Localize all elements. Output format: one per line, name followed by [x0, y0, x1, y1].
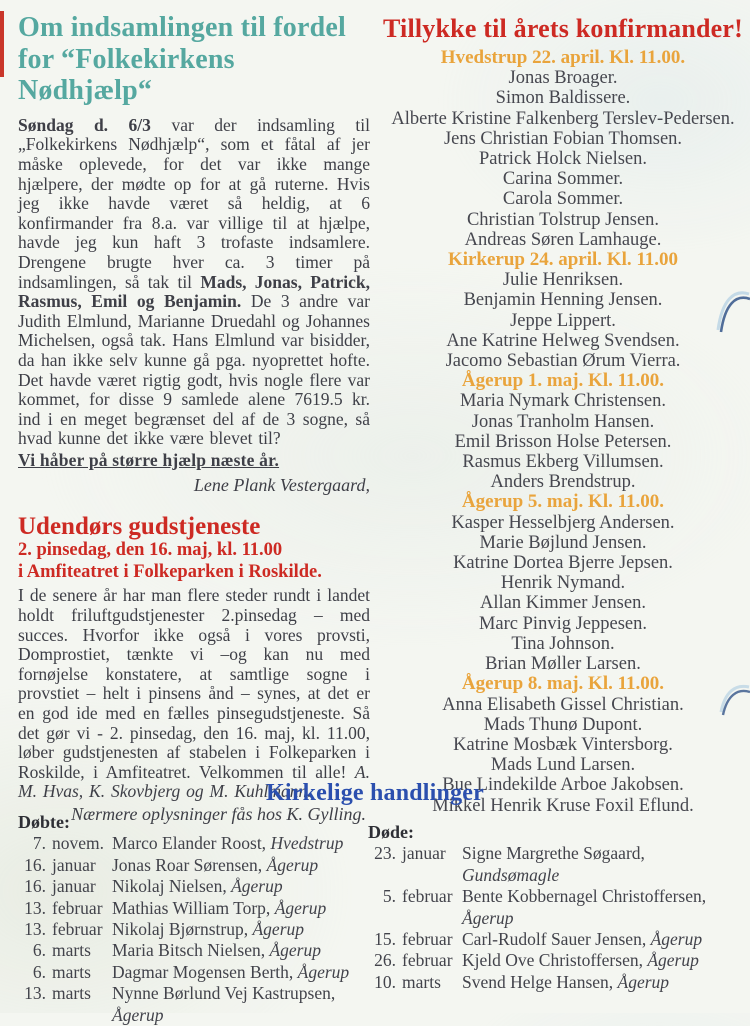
registry-row: [368, 950, 738, 971]
page-edge-red-mark: [0, 11, 4, 77]
deceased-column: [358, 812, 738, 1026]
confirmation-group-header: Ågerup 5. maj. Kl. 11.00.: [461, 491, 665, 513]
collection-lead-bold: Søndag d. 6/3: [18, 114, 151, 135]
confirmands-title: Tillykke til årets konfirmander!: [382, 14, 744, 43]
registry-name: Kjeld Ove Christoffersen, Ågerup: [462, 950, 699, 971]
registry-parish: Ågerup: [297, 961, 350, 982]
confirmand-name: Jacomo Sebastian Ørum Vierra.: [445, 351, 681, 372]
registry-date: 15. februar: [374, 929, 453, 950]
registry-name: Svend Helge Hansen, Ågerup: [462, 971, 670, 992]
registry-name: Dagmar Mogensen Berth, Ågerup: [112, 961, 350, 982]
confirmation-group-header: Kirkerup 24. april. Kl. 11.00: [447, 249, 679, 271]
registry-date: 6. marts: [32, 961, 91, 982]
registry-row: [368, 886, 738, 929]
church-acts-columns: [0, 812, 750, 1026]
registry-parish: Ågerup: [647, 950, 699, 971]
collection-hope-line: Vi håber på større hjælp næste år.: [18, 449, 280, 470]
registry-row: [18, 876, 358, 897]
registry-date: 13. marts: [24, 983, 91, 1004]
church-acts-title: Kirkelige handlinger: [265, 780, 484, 806]
registry-date: 16. januar: [24, 876, 96, 897]
confirmation-group-header: Hvedstrup 22. april. Kl. 11.00.: [440, 47, 686, 68]
registry-date: 5. februar: [382, 886, 453, 907]
registry-date: 16. januar: [24, 854, 96, 875]
registry-parish: Ågerup: [462, 907, 514, 928]
registry-name: Signe Margrethe Søgaard, Gundsømagle: [462, 843, 645, 885]
registry-name: Bente Kobbernagel Christoffersen, Ågerup: [462, 886, 707, 928]
registry-row: [18, 919, 358, 940]
outdoor-authors: A. M. Hvas, K. Skovbjerg og M. Kuhlmann.: [18, 761, 370, 802]
registry-date: 23. januar: [374, 843, 446, 864]
registry-row: [18, 833, 358, 854]
confirmand-name: Mads Thunø Dupont.: [483, 714, 643, 735]
registry-date: 7. novem.: [32, 833, 105, 854]
confirmation-group-header: Ågerup 8. maj. Kl. 11.00.: [461, 673, 665, 695]
registry-parish: Ågerup: [266, 854, 319, 875]
registry-name: Nikolaj Nielsen, Ågerup: [112, 876, 283, 897]
confirmand-name: Mikkel Henrik Kruse Foxil Eflund.: [432, 795, 694, 816]
outdoor-subtitle-date: 2. pinsedag, den 16. maj, kl. 11.00: [18, 540, 283, 561]
outdoor-article-title: Udendørs gudstjeneste: [18, 512, 261, 540]
left-column: [18, 12, 370, 825]
confirmand-name: Ane Katrine Helweg Svendsen.: [446, 330, 680, 351]
registry-row: [18, 940, 358, 961]
collection-title-line2: for “Folkekirkens Nødhjælp“: [18, 43, 235, 107]
registry-name: Nynne Børlund Vej Kastrupsen, Ågerup: [112, 983, 336, 1025]
registry-parish: Hvedstrup: [270, 833, 344, 854]
outdoor-info-note: Nærmere oplysninger fås hos K. Gylling.: [71, 803, 366, 824]
registry-name: Carl-Rudolf Sauer Jensen, Ågerup: [462, 929, 703, 950]
confirmand-name: Jeppe Lippert.: [510, 310, 616, 331]
registry-parish: Ågerup: [231, 876, 283, 897]
confirmand-name: Jonas Broager.: [508, 68, 618, 89]
registry-name: Mathias William Torp, Ågerup: [112, 897, 327, 918]
deceased-list: [368, 843, 738, 993]
collection-article-title: [18, 12, 370, 107]
confirmand-name: Marie Bøjlund Jensen.: [479, 532, 647, 553]
confirmand-name: Carina Sommer.: [502, 169, 624, 190]
confirmand-name: Andreas Søren Lamhauge.: [464, 229, 662, 250]
registry-date: 13. februar: [24, 897, 103, 918]
confirmand-name: Mads Lund Larsen.: [490, 755, 636, 776]
confirmand-name: Emil Brisson Holse Petersen.: [454, 431, 672, 452]
registry-parish: Ågerup: [617, 971, 670, 992]
registry-parish: Ågerup: [252, 919, 305, 940]
registry-row: [368, 843, 738, 886]
collection-body-segment-2: De 3 andre var Judith Elmlund, Marianne Druedahl og Johannes Michelsen, også tak. Hans Elmlund var bisidder, da han ikke selv kunne gå pga. nyoprettet hofte. Det havde været rigtig godt, hvis nogle flere var kommet, for disse 9 samlede alene 7619.5 kr. ind i en meget begrænset del af de 3 sogne, så hvad kunne det ikke være blevet til?: [18, 291, 370, 449]
confirmand-name: Marc Pinvig Jeppesen.: [478, 613, 647, 634]
registry-name: Marco Elander Roost, Hvedstrup: [112, 833, 344, 854]
registry-date: 10. marts: [374, 971, 441, 992]
confirmands-section: [378, 14, 748, 816]
outdoor-body-paragraph: [18, 586, 370, 802]
deceased-label: Døde:: [368, 822, 414, 842]
outdoor-body-text: I de senere år har man flere steder rundt i landet holdt friluftgudstjenester 2.pinsedag – med succes. Hvorfor ikke også i vores provsti, Domprostiet, tænkte vi –og kan nu med fornøjelse konstatere, at samtlige sogne i provstiet – helt i pinsens ånd – synes, at det er en god ide med en fælles pinsegudstjeneste. Så det gør vi - 2. pinsedag, den 16. maj, kl. 11.00, løber gudstjenesten af stabelen i Folkeparken i Roskilde, i Amfiteatret. Velkommen til alle!: [18, 585, 370, 782]
registry-parish: Ågerup: [274, 897, 327, 918]
registry-parish: Ågerup: [269, 940, 321, 961]
confirmation-group-header: Ågerup 1. maj. Kl. 11.00.: [461, 370, 665, 392]
right-column: [378, 14, 748, 816]
confirmand-name: Simon Baldissere.: [495, 88, 631, 109]
confirmand-name: Anders Brendstrup.: [490, 472, 636, 493]
collection-signature: Lene Plank Vestergaard,: [193, 474, 370, 495]
confirmand-name: Rasmus Ekberg Villumsen.: [462, 452, 664, 473]
confirmand-name: Tina Johnson.: [511, 633, 615, 654]
registry-parish: Ågerup: [650, 929, 703, 950]
confirmand-name: Christian Tolstrup Jensen.: [466, 209, 660, 230]
baptized-column: [0, 812, 358, 1026]
collection-body-paragraph: [18, 116, 370, 449]
registry-row: [368, 972, 738, 993]
outdoor-subtitle-place: i Amfiteatret i Folkeparken i Roskilde.: [18, 561, 322, 582]
confirmand-name: Anna Elisabeth Gissel Christian.: [442, 694, 684, 715]
confirmand-name: Maria Nymark Christensen.: [459, 391, 667, 412]
confirmand-name: Henrik Nymand.: [500, 573, 626, 594]
confirmand-name: Alberte Kristine Falkenberg Terslev-Pedersen.: [391, 108, 735, 129]
confirmand-name: Katrine Mosbæk Vintersborg.: [453, 734, 673, 755]
registry-date: 6. marts: [32, 940, 91, 961]
confirmand-name: Benjamin Henning Jensen.: [463, 290, 663, 311]
confirmand-name: Katrine Dortea Bjerre Jepsen.: [453, 553, 673, 574]
confirmand-groups: [378, 48, 748, 816]
registry-parish: Ågerup: [112, 1004, 164, 1025]
confirmand-name: Jens Christian Fobian Thomsen.: [443, 128, 683, 149]
confirmand-name: Carola Sommer.: [502, 189, 624, 210]
collection-helpers-bold: Mads, Jonas, Patrick, Rasmus, Emil og Benjamin.: [18, 271, 371, 312]
confirmand-name: Patrick Holck Nielsen.: [479, 149, 647, 170]
collection-title-line1: Om indsamlingen til fordel: [18, 12, 346, 43]
collection-body-segment-1: var der indsamling til „Folkekirkens Nødhjælp“, som et fåtal af jer måske oplevede, for det var ikke mange hjælpere, der mødte op for at gå ruterne. Hvis jeg ikke havde været så heldig, at 6 konfirmander fra 8.a. var villige til at hjælpe, havde jeg kun haft 3 trofaste indsamlere. Drengene brugte hver ca. 3 timer på indsamlingen, så tak til: [18, 114, 370, 292]
registry-row: [18, 855, 358, 876]
confirmand-name: Allan Kimmer Jensen.: [480, 593, 646, 614]
registry-row: [18, 962, 358, 983]
confirmand-name: Bue Lindekilde Arboe Jakobsen.: [442, 775, 684, 796]
confirmand-name: Brian Møller Larsen.: [485, 654, 641, 675]
registry-name: Maria Bitsch Nielsen, Ågerup: [112, 940, 321, 961]
confirmand-name: Kasper Hesselbjerg Andersen.: [451, 512, 675, 533]
church-acts-section: [0, 780, 750, 1026]
registry-row: [18, 983, 358, 1026]
registry-parish: Gundsømagle: [462, 864, 560, 885]
confirmand-name: Jonas Tranholm Hansen.: [471, 411, 655, 432]
registry-name: Nikolaj Bjørnstrup, Ågerup: [112, 919, 305, 940]
confirmand-name: Julie Henriksen.: [502, 270, 624, 291]
registry-name: Jonas Roar Sørensen, Ågerup: [112, 854, 319, 875]
registry-date: 13. februar: [24, 919, 103, 940]
baptized-label: Døbte:: [18, 812, 70, 832]
registry-row: [18, 898, 358, 919]
baptized-list: [18, 833, 358, 1026]
article-collection: [18, 12, 370, 496]
registry-date: 26. februar: [374, 950, 453, 971]
registry-row: [368, 929, 738, 950]
article-outdoor-service: [18, 513, 370, 825]
